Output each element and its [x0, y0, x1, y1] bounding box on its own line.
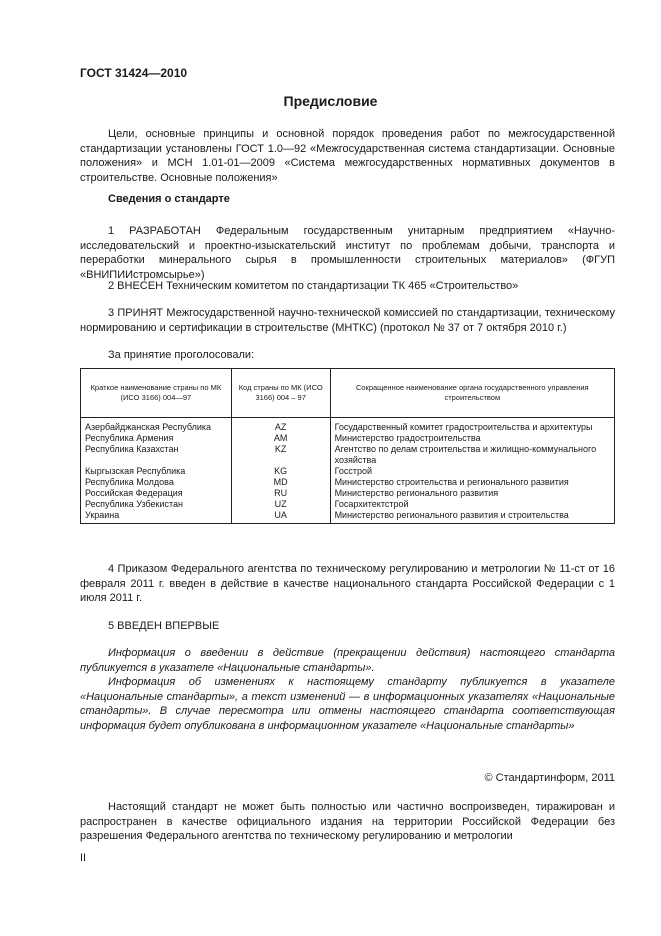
table-header-row — [81, 369, 615, 418]
column-header-country: Краткое наименование страны по МК (ИСО 3166) 004—97 — [81, 369, 232, 418]
column-header-organ: Сокращенное наименование органа государственного управления строительством — [330, 369, 614, 418]
country-cell: Республика Казахстан — [81, 444, 232, 466]
reproduction-notice: Настоящий стандарт не может быть полностью или частично воспроизведен, тиражирован и распространен в качестве официального издания на территории Российской Федерации без разрешения Федерального агентства по техническому регулированию и метрологии — [80, 801, 615, 843]
code-cell: MD — [231, 477, 330, 488]
intro-paragraph: Цели, основные принципы и основной порядок проведения работ по межгосударственной стандартизации установлены ГОСТ 1.0—92 «Межгосударственная система стандартизации. Основные положения» и МСН 1.01-01—2009 «Система межгосударственных нормативных документов в строительстве. Основные положения» — [80, 128, 615, 184]
organ-cell: Министерство градостроительства — [330, 433, 614, 444]
organ-cell: Агентство по делам строительства и жилищно-коммунального хозяйства — [330, 444, 614, 466]
organ-cell: Министерство строительства и регионального развития — [330, 477, 614, 488]
code-cell: UA — [231, 510, 330, 524]
table-row — [81, 444, 615, 466]
voted-label: За принятие проголосовали: — [108, 349, 255, 361]
country-cell: Республика Узбекистан — [81, 499, 232, 510]
country-cell: Республика Молдова — [81, 477, 232, 488]
copyright: © Стандартинформ, 2011 — [484, 772, 615, 784]
notice-changes: Информация об изменениях к настоящему стандарту публикуется в указателе «Национальные стандарты», а текст изменений — в информационных указателях «Национальные стандарты». В случае пересмотра или отмены настоящего стандарта соответствующая информация будет опубликована в информационном указателе «Национальные стандарты» — [80, 676, 615, 732]
section-subtitle: Сведения о стандарте — [108, 193, 230, 205]
code-cell: RU — [231, 488, 330, 499]
voting-table — [80, 368, 615, 524]
table-row — [81, 466, 615, 477]
country-cell: Азербайджанская Республика — [81, 418, 232, 434]
column-header-code: Код страны по МК (ИСО 3166) 004 – 97 — [231, 369, 330, 418]
table-row — [81, 433, 615, 444]
organ-cell: Министерство регионального развития и строительства — [330, 510, 614, 524]
code-cell: AZ — [231, 418, 330, 434]
item-order: 4 Приказом Федерального агентства по техническому регулированию и метрологии № 11-ст от 16 февраля 2011 г. введен в действие в качестве национального стандарта Российской Федерации с 1 июля 2011 г. — [80, 563, 615, 605]
country-cell: Кыргызская Республика — [81, 466, 232, 477]
page-title: Предисловие — [283, 93, 378, 109]
country-cell: Республика Армения — [81, 433, 232, 444]
notice-introduction: Информация о введении в действие (прекращении действия) настоящего стандарта публикуется в указателе «Национальные стандарты». — [80, 647, 615, 674]
item-first-time: 5 ВВЕДЕН ВПЕРВЫЕ — [108, 620, 220, 632]
table-row — [81, 488, 615, 499]
organ-cell: Министерство регионального развития — [330, 488, 614, 499]
table-row — [81, 499, 615, 510]
organ-cell: Госархитектстрой — [330, 499, 614, 510]
page-number: II — [80, 852, 87, 864]
code-cell: KZ — [231, 444, 330, 466]
organ-cell: Госстрой — [330, 466, 614, 477]
item-adopted: 3 ПРИНЯТ Межгосударственной научно-технической комиссией по стандартизации, техническому нормированию и сертификации в строительстве (МНТКС) (протокол № 37 от 7 октября 2010 г.) — [80, 307, 615, 334]
standard-code: ГОСТ 31424—2010 — [80, 66, 188, 80]
code-cell: KG — [231, 466, 330, 477]
code-cell: AM — [231, 433, 330, 444]
table-row — [81, 418, 615, 434]
country-cell: Украина — [81, 510, 232, 524]
table-row — [81, 477, 615, 488]
code-cell: UZ — [231, 499, 330, 510]
organ-cell: Государственный комитет градостроительства и архитектуры — [330, 418, 614, 434]
item-developed: 1 РАЗРАБОТАН Федеральным государственным унитарным предприятием «Научно-исследовательский и проектно-изыскательский институт по проблемам добычи, транспорта и переработки минерального сырья в промышленности строительных материалов» (ФГУП «ВНИПИИстромсырье») — [80, 225, 615, 281]
item-introduced: 2 ВНЕСЕН Техническим комитетом по стандартизации ТК 465 «Строительство» — [108, 280, 519, 292]
table-row — [81, 510, 615, 524]
country-cell: Российская Федерация — [81, 488, 232, 499]
